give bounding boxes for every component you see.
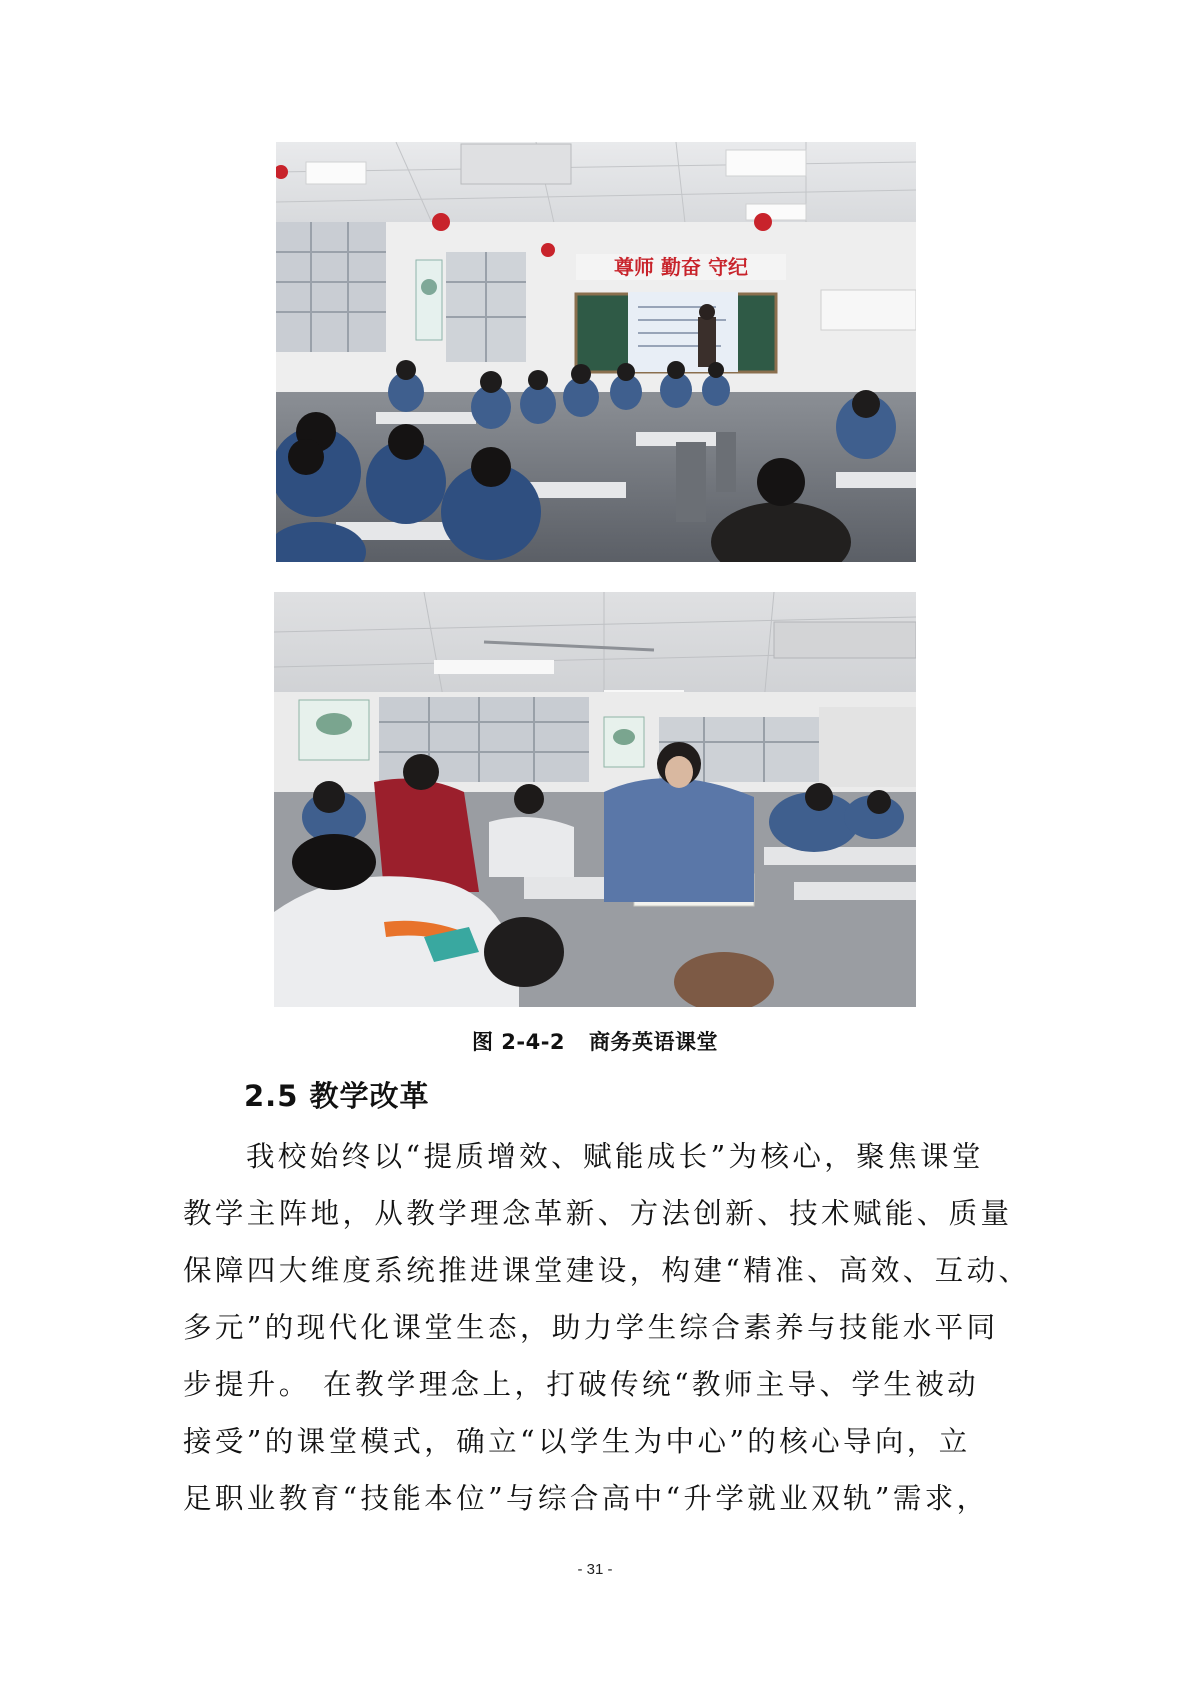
paragraph-line: 教学主阵地，从教学理念革新、方法创新、技术赋能、质量 — [183, 1197, 1013, 1230]
figure-caption-title: 商务英语课堂 — [589, 1030, 719, 1054]
section-heading: 2.5 教学改革 — [244, 1079, 430, 1113]
paragraph-line: 步提升。 在教学理念上，打破传统“教师主导、学生被动 — [183, 1368, 980, 1401]
classroom-lecture-photo — [276, 142, 916, 562]
classroom-lecture-illustration — [276, 142, 916, 562]
section-paragraph — [183, 1128, 1031, 1527]
paragraph-line: 足职业教育“技能本位”与综合高中“升学就业双轨”需求， — [183, 1482, 989, 1515]
page-number: - 31 - — [577, 1561, 613, 1578]
paragraph-line: 多元”的现代化课堂生态，助力学生综合素养与技能水平同 — [183, 1311, 999, 1344]
paragraph-line: 接受”的课堂模式，确立“以学生为中心”的核心导向，立 — [183, 1425, 971, 1458]
figure-caption — [0, 1026, 1190, 1056]
classroom-banner-text: 尊师 勤奋 守纪 — [614, 255, 748, 279]
classroom-interaction-illustration — [274, 592, 916, 1007]
paragraph-line: 我校始终以“提质增效、赋能成长”为核心，聚焦课堂 — [246, 1140, 984, 1173]
figure-caption-label: 图 2-4-2 — [471, 1030, 566, 1054]
paragraph-line: 保障四大维度系统推进课堂建设，构建“精准、高效、互动、 — [183, 1254, 1031, 1287]
classroom-interaction-photo — [274, 592, 916, 1007]
